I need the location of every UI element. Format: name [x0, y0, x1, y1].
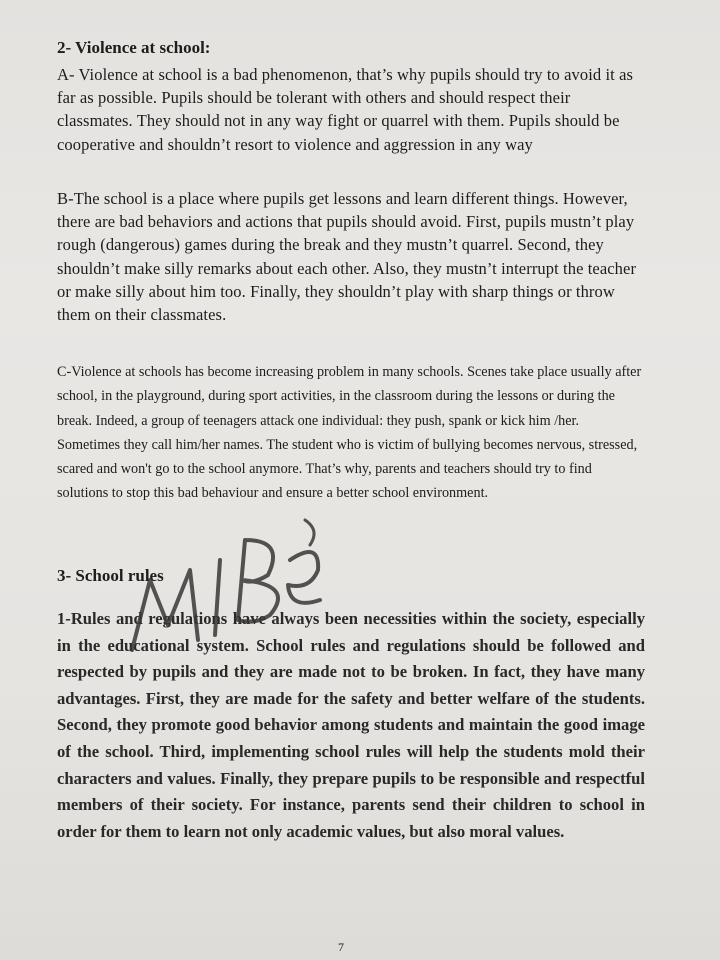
- page-number: 7: [338, 940, 344, 954]
- section-2-heading: 2- Violence at school:: [57, 38, 211, 57]
- paragraph-b: B-The school is a place where pupils get lessons and learn different things. However, there are bad behaviors and actions that pupils should avoid. First, pupils mustn’t play rough (dangerous) games during the break and they mustn’t quarrel. Second, they shouldn’t make silly remarks about each other. Also, they mustn’t interrupt the teacher or make silly about him too. Finally, they shouldn’t play with sharp things or throw them on their classmates.: [57, 189, 637, 325]
- paragraph-1: 1-Rules and regulations have always been necessities within the society, especially in the educational system. School rules and regulations should be followed and respected by pupils and they are made not to be broken. In fact, they have many advantages. First, they are made for the safety and better welfare of the students. Second, they promote good behavior among students and maintain the good image of the school. Third, implementing school rules will help the students mold their characters and values. Finally, they prepare pupils to be responsible and respectful members of their society. For instance, parents send their children to school in order for them to learn not only academic values, but also moral values.: [57, 609, 645, 841]
- section-3-heading: 3- School rules: [57, 566, 164, 585]
- paragraph-c: C-Violence at schools has become increasing problem in many schools. Scenes take place usually after school, in the playground, during sport activities, in the classroom during the lessons or during the break. Indeed, a group of teenagers attack one individual: they push, spank or kick him /her. Sometimes they call him/her names. The student who is victim of bullying becomes nervous, stressed, scared and won't go to the school anymore. That’s why, parents and teachers should try to find solutions to stop this bad behaviour and ensure a better school environment.: [57, 364, 642, 502]
- paragraph-a: A- Violence at school is a bad phenomenon, that’s why pupils should try to avoid it as far as possible. Pupils should be tolerant with others and should respect their classmates. They should not in any way fight or quarrel with them. Pupils should be cooperative and shouldn’t resort to violence and aggression in any way: [57, 65, 634, 154]
